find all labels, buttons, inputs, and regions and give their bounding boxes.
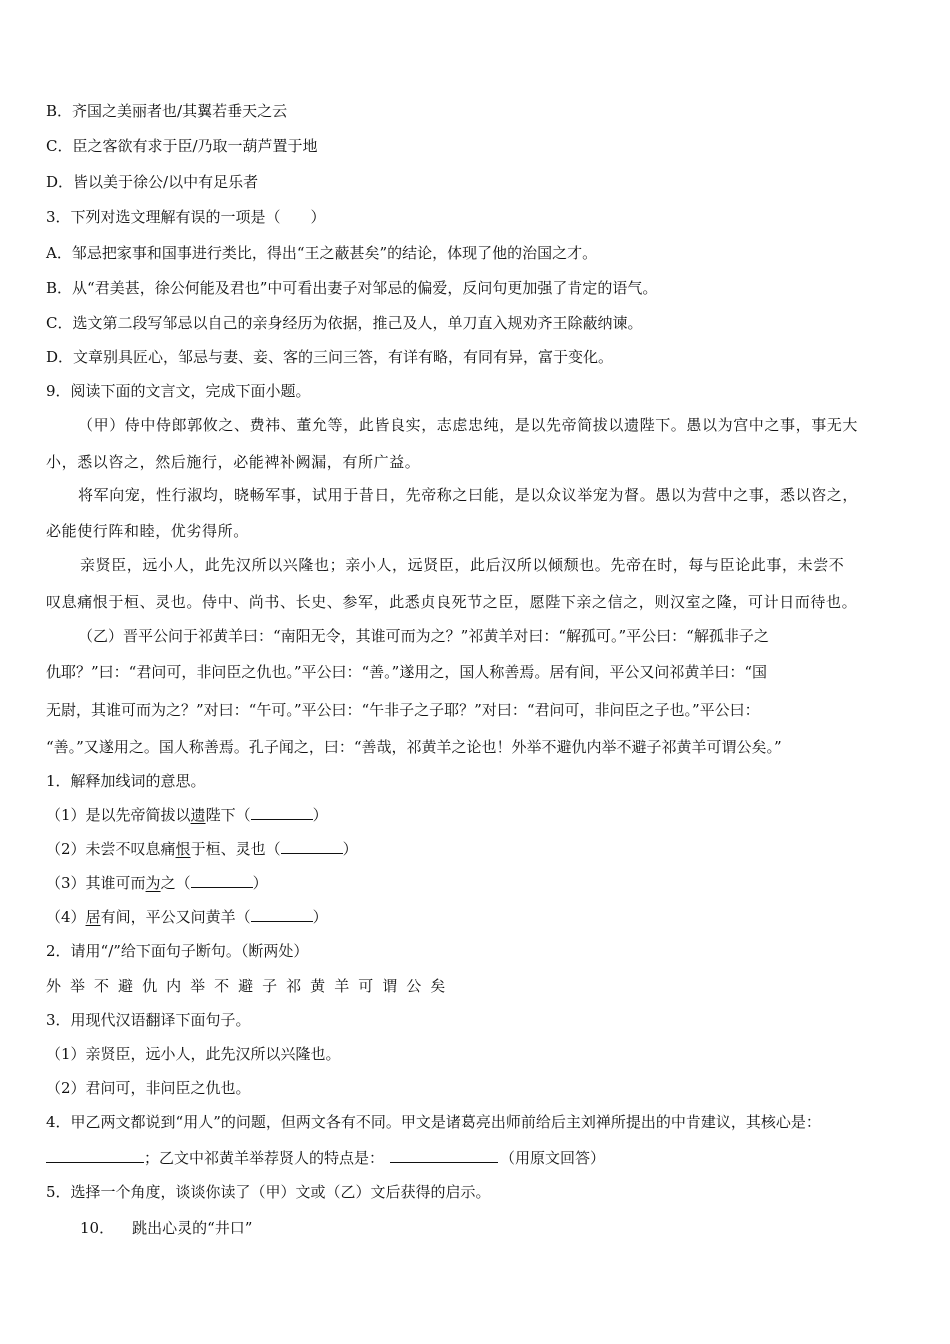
item-text: 于桓、灵也（ bbox=[190, 840, 281, 858]
answer-blank[interactable] bbox=[46, 1148, 144, 1163]
yi-passage-line: （乙）晋平公问于祁黄羊曰：“南阳无令，其谁可而为之？”祁黄羊对曰：“解孤可。”平公曰：“解孤非子之 bbox=[78, 627, 769, 645]
jia-passage-line: 必能使行阵和睦，优劣得所。 bbox=[46, 522, 249, 540]
answer-blank[interactable] bbox=[251, 805, 313, 820]
item-text: （3）其谁可而 bbox=[46, 874, 146, 892]
q3-option-b: B．从“君美甚，徐公何能及君也”中可看出妻子对邹忌的偏爱，反问句更加强了肯定的语气。 bbox=[46, 279, 658, 297]
q2-option-c: C．臣之客欲有求于臣/乃取一葫芦置于地 bbox=[46, 137, 318, 155]
q9-title: 9．阅读下面的文言文，完成下面小题。 bbox=[46, 382, 311, 400]
char: 谓 bbox=[382, 977, 398, 995]
sub4-end-text: （用原文回答） bbox=[500, 1149, 606, 1167]
char: 祁 bbox=[286, 977, 302, 995]
answer-blank[interactable] bbox=[281, 839, 343, 854]
item-text: （4） bbox=[46, 908, 86, 926]
char: 避 bbox=[118, 977, 134, 995]
answer-blank[interactable] bbox=[251, 907, 313, 922]
char: 公 bbox=[406, 977, 422, 995]
underlined-word: 居 bbox=[85, 908, 101, 926]
sub4-line2 bbox=[46, 1147, 910, 1169]
jia-passage-line: 亲贤臣，远小人，此先汉所以兴隆也；亲小人，远贤臣，此后汉所以倾颓也。先帝在时，每与臣论此事，未尝不 bbox=[80, 556, 845, 574]
char: 外 bbox=[46, 977, 62, 995]
char: 避 bbox=[238, 977, 254, 995]
char: 羊 bbox=[334, 977, 350, 995]
q3-option-d: D．文章别具匠心，邹忌与妻、妾、客的三问三答，有详有略，有同有异，富于变化。 bbox=[46, 348, 614, 366]
char: 举 bbox=[190, 977, 206, 995]
char: 可 bbox=[358, 977, 374, 995]
q10-title: 跳出心灵的“井口” bbox=[132, 1219, 253, 1237]
yi-passage-line: 无尉，其谁可而为之？”对曰：“午可。”平公曰：“午非子之子耶？”对曰：“君问可，非问臣之子也。”平公曰： bbox=[46, 701, 760, 719]
item-text: 有间，平公又问黄羊（ bbox=[100, 908, 251, 926]
sub1-item bbox=[46, 838, 910, 860]
yi-passage-line: 仇耶？”曰：“君问可，非问臣之仇也。”平公曰：“善。”遂用之，国人称善焉。居有间，平公又问祁黄羊曰：“国 bbox=[46, 663, 768, 681]
char: 矣 bbox=[430, 977, 446, 995]
sub4-mid-text: ；乙文中祁黄羊举荐贤人的特点是： bbox=[144, 1149, 385, 1167]
q10-number: 10． bbox=[80, 1219, 115, 1237]
item-text: ） bbox=[312, 806, 328, 824]
sub1-item bbox=[46, 804, 910, 826]
char: 举 bbox=[70, 977, 86, 995]
item-text: ） bbox=[342, 840, 358, 858]
underlined-word: 恨 bbox=[175, 840, 191, 858]
sub3-title: 3．用现代汉语翻译下面句子。 bbox=[46, 1011, 251, 1029]
sub4-line1: 4．甲乙两文都说到“用人”的问题，但两文各有不同。甲文是诸葛亮出师前给后主刘禅所提出的中肯建议，其核心是： bbox=[46, 1113, 821, 1131]
item-text: ） bbox=[252, 874, 268, 892]
char: 仇 bbox=[142, 977, 158, 995]
char: 内 bbox=[166, 977, 182, 995]
sub3-item: （2）君问可，非问臣之仇也。 bbox=[46, 1079, 251, 1097]
yi-passage-line: “善。”又遂用之。国人称善焉。孔子闻之，曰：“善哉，祁黄羊之论也！外举不避仇内举不避子祁黄羊可谓公矣。” bbox=[46, 738, 782, 756]
char: 黄 bbox=[310, 977, 326, 995]
q3-option-c: C．选文第二段写邹忌以自己的亲身经历为依据，推己及人，单刀直入规劝齐王除蔽纳谏。 bbox=[46, 314, 643, 332]
char: 不 bbox=[214, 977, 230, 995]
char: 不 bbox=[94, 977, 110, 995]
jia-passage-line: （甲）侍中侍郎郭攸之、费祎、董允等，此皆良实，志虑忠纯，是以先帝简拔以遗陛下。愚以为宫中之事，事无大 bbox=[78, 416, 859, 434]
answer-blank[interactable] bbox=[191, 873, 253, 888]
item-text: 陛下（ bbox=[205, 806, 251, 824]
sub2-title: 2．请用“/”给下面句子断句。（断两处） bbox=[46, 942, 309, 960]
underlined-word: 遗 bbox=[190, 806, 206, 824]
sub5: 5．选择一个角度，谈谈你读了（甲）文或（乙）文后获得的启示。 bbox=[46, 1183, 491, 1201]
answer-blank[interactable] bbox=[390, 1148, 498, 1163]
q3-option-a: A．邹忌把家事和国事进行类比，得出“王之蔽甚矣”的结论，体现了他的治国之才。 bbox=[46, 244, 598, 262]
item-text: ） bbox=[312, 908, 328, 926]
item-text: （1）是以先帝简拔以 bbox=[46, 806, 191, 824]
q2-option-d: D．皆以美于徐公/以中有足乐者 bbox=[46, 173, 259, 191]
item-text: 之（ bbox=[160, 874, 191, 892]
jia-passage-line: 叹息痛恨于桓、灵也。侍中、尚书、长史、参军，此悉贞良死节之臣，愿陛下亲之信之，则汉室之隆，可计日而待也。 bbox=[46, 593, 858, 611]
item-text: （2）未尝不叹息痛 bbox=[46, 840, 176, 858]
sub1-item bbox=[46, 872, 910, 894]
sub1-item bbox=[46, 906, 910, 928]
char: 子 bbox=[262, 977, 278, 995]
jia-passage-line: 小，悉以咨之，然后施行，必能裨补阙漏，有所广益。 bbox=[46, 453, 421, 471]
sub3-item: （1）亲贤臣，远小人，此先汉所以兴隆也。 bbox=[46, 1045, 341, 1063]
q10-heading bbox=[80, 1217, 910, 1239]
sub2-sentence bbox=[46, 975, 910, 997]
q3-stem: 3．下列对选文理解有误的一项是（ ） bbox=[46, 208, 326, 226]
q2-option-b: B．齐国之美丽者也/其翼若垂天之云 bbox=[46, 102, 288, 120]
jia-passage-line: 将军向宠，性行淑均，晓畅军事，试用于昔日，先帝称之曰能，是以众议举宠为督。愚以为营中之事，悉以咨之， bbox=[78, 486, 859, 504]
sub1-title: 1．解释加线词的意思。 bbox=[46, 772, 206, 790]
underlined-word: 为 bbox=[145, 874, 161, 892]
